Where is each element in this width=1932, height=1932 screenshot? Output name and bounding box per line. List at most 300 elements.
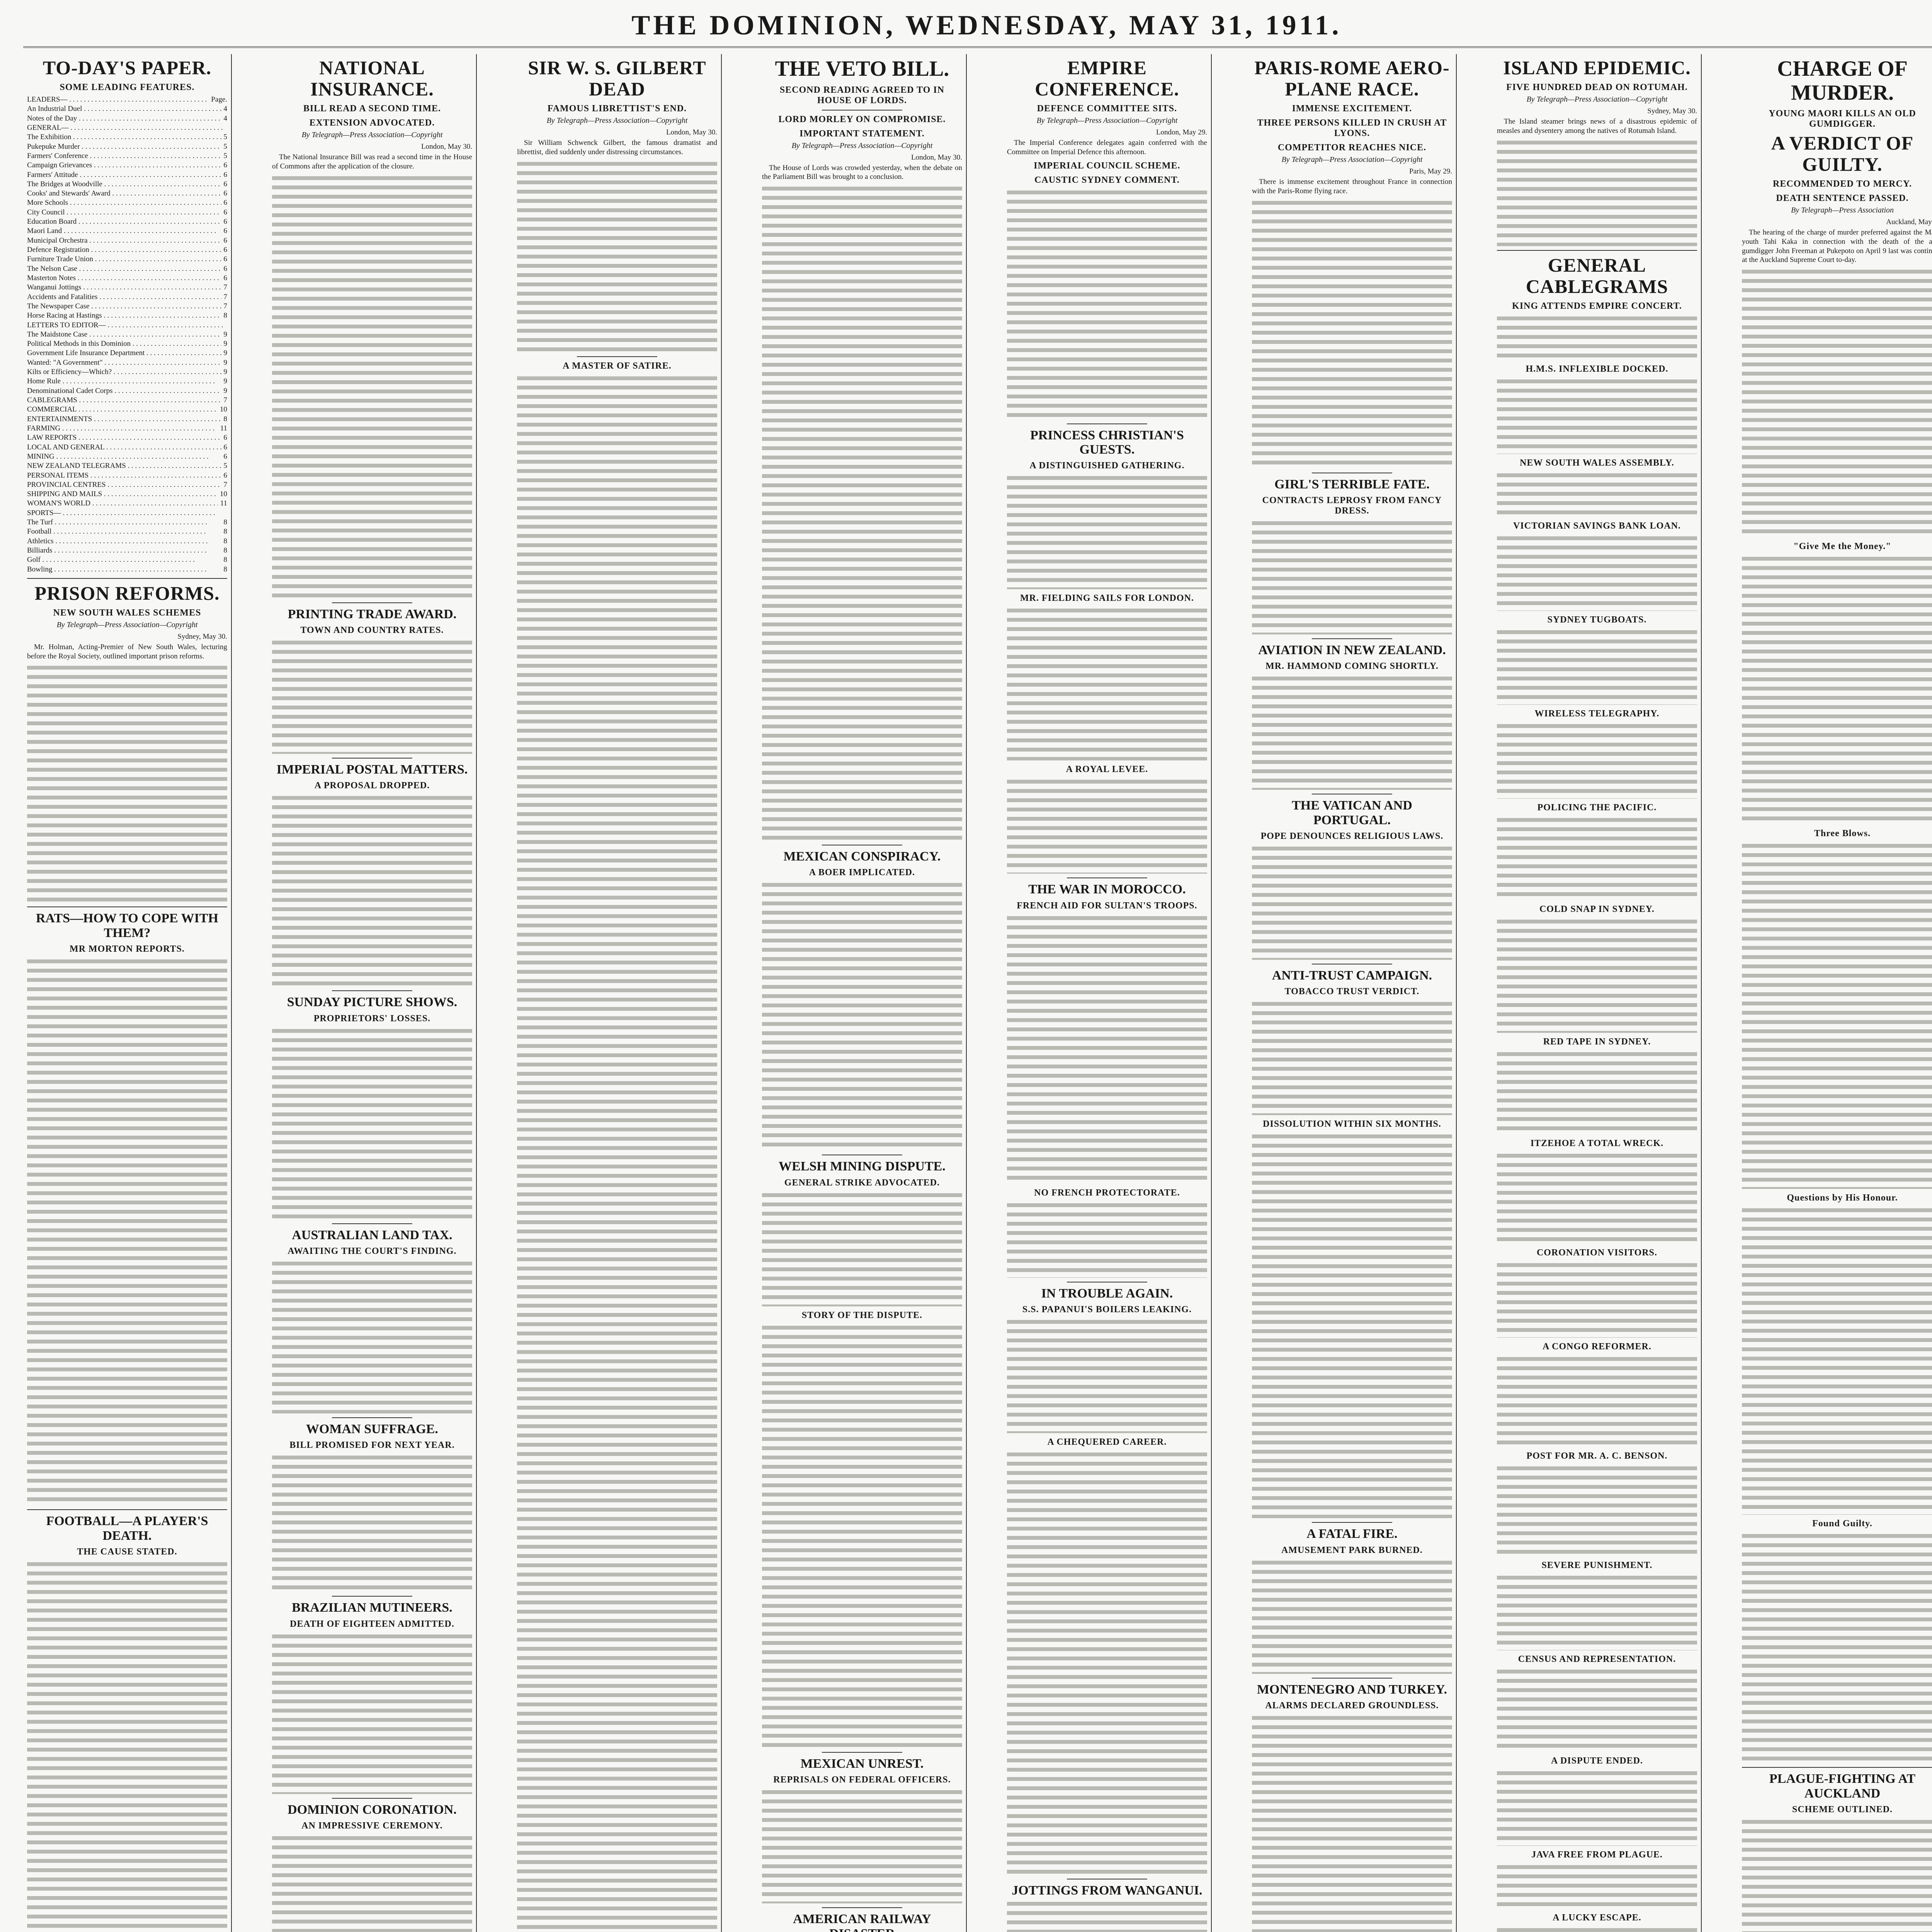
index-label: LETTERS TO EDITOR—	[27, 321, 225, 330]
text-line	[272, 1138, 472, 1147]
text-line	[517, 884, 717, 893]
text-line	[517, 187, 717, 196]
headline-prison-reforms: PRISON REFORMS.	[27, 583, 227, 604]
text-line	[272, 563, 472, 572]
text-line	[272, 1908, 472, 1917]
text-line	[272, 1259, 472, 1268]
text-line	[517, 1431, 717, 1440]
text-line	[517, 1292, 717, 1301]
text-line	[27, 1374, 227, 1383]
text-line	[517, 949, 717, 958]
divider	[332, 1223, 412, 1224]
text-line	[27, 876, 227, 886]
index-page: 8	[221, 527, 228, 536]
text-line	[272, 303, 472, 313]
text-line	[762, 648, 962, 657]
text-line	[272, 396, 472, 405]
text-line	[517, 670, 717, 680]
article-paragraph: The House of Lords was crowded yesterday, when the debate on the Parliament Bill was brought to a conclusion.	[762, 163, 962, 182]
text-line	[762, 323, 962, 332]
index-row	[27, 555, 227, 565]
text-line	[272, 294, 472, 303]
text-line	[272, 675, 472, 684]
text-line	[272, 858, 472, 867]
subhead: LORD MORLEY ON COMPROMISE.	[762, 114, 962, 125]
article-text-block	[272, 1632, 472, 1794]
index-page: 6	[221, 208, 228, 217]
text-line	[27, 1179, 227, 1189]
text-line	[27, 1791, 227, 1801]
text-line	[272, 1871, 472, 1880]
text-line	[272, 378, 472, 387]
text-line	[27, 1198, 227, 1207]
article-text-block	[517, 159, 717, 352]
text-line	[27, 1819, 227, 1828]
index-row	[27, 490, 227, 499]
text-line	[272, 526, 472, 535]
text-line	[272, 211, 472, 220]
text-line	[272, 1780, 472, 1789]
text-line	[272, 840, 472, 849]
text-line	[27, 1467, 227, 1476]
text-line	[517, 1078, 717, 1088]
index-row	[27, 293, 227, 302]
text-line	[27, 966, 227, 975]
text-line	[762, 314, 962, 323]
text-line	[517, 689, 717, 698]
text-line	[27, 1235, 227, 1244]
index-page: 9	[221, 386, 228, 396]
text-line	[517, 698, 717, 707]
text-line	[517, 735, 717, 745]
text-line	[27, 1068, 227, 1077]
text-line	[517, 568, 717, 578]
text-line	[517, 1635, 717, 1644]
index-label: NEW ZEALAND TELEGRAMS	[27, 461, 221, 471]
text-line	[272, 424, 472, 433]
article-paragraph: The National Insurance Bill was read a second time in the House of Commons after the application of the closure.	[272, 153, 472, 171]
index-label: CABLEGRAMS	[27, 396, 221, 405]
text-line	[517, 196, 717, 206]
text-line	[27, 867, 227, 876]
index-row	[27, 480, 227, 490]
text-line	[517, 1904, 717, 1913]
index-label: The Newspaper Case	[27, 302, 221, 311]
index-row	[27, 123, 227, 133]
byline: By Telegraph—Press Association—Copyright	[517, 116, 717, 125]
text-line	[272, 415, 472, 424]
text-line	[517, 605, 717, 615]
index-page: 6	[221, 433, 228, 442]
text-line	[517, 224, 717, 233]
text-line	[272, 1100, 472, 1110]
text-line	[272, 1771, 472, 1780]
text-line	[762, 193, 962, 202]
text-line	[517, 1551, 717, 1561]
newspaper-columns	[23, 54, 1932, 1932]
article-paragraph: Mr. Holman, Acting-Premier of New South Wales, lecturing before the Royal Society, outlined important prison reforms.	[27, 643, 227, 661]
text-line	[272, 969, 472, 979]
text-line	[272, 1499, 472, 1509]
index-row	[27, 367, 227, 377]
text-line	[517, 976, 717, 986]
dateline: London, May 30.	[272, 143, 472, 151]
article-text-block	[27, 663, 227, 903]
column-1	[23, 54, 232, 1932]
text-line	[762, 750, 962, 759]
index-label: LEADERS—	[27, 95, 209, 104]
text-line	[27, 1847, 227, 1856]
text-line	[272, 1889, 472, 1898]
text-line	[27, 1012, 227, 1022]
text-line	[517, 1626, 717, 1635]
index-row	[27, 358, 227, 367]
index-row	[27, 339, 227, 349]
text-line	[762, 332, 962, 342]
text-line	[517, 317, 717, 326]
text-line	[272, 1277, 472, 1287]
index-row	[27, 377, 227, 386]
text-line	[517, 1440, 717, 1449]
text-line	[762, 675, 962, 685]
index-label: COMMERCIAL	[27, 405, 218, 414]
text-line	[517, 289, 717, 298]
text-line	[272, 1296, 472, 1305]
index-page: 6	[221, 226, 228, 236]
text-line	[272, 749, 472, 754]
text-line	[517, 1329, 717, 1338]
index-row	[27, 349, 227, 358]
index-label: LOCAL AND GENERAL	[27, 443, 221, 452]
text-line	[517, 374, 717, 383]
text-line	[517, 1459, 717, 1468]
text-line	[517, 1746, 717, 1755]
text-line	[762, 397, 962, 406]
index-label: FARMING	[27, 424, 218, 433]
text-line	[762, 184, 962, 193]
text-line	[762, 277, 962, 286]
text-line	[762, 768, 962, 777]
text-line	[272, 812, 472, 821]
text-line	[272, 1202, 472, 1212]
text-line	[517, 893, 717, 902]
article-text-block	[272, 173, 472, 599]
index-page: 6	[221, 443, 228, 452]
text-line	[27, 1912, 227, 1921]
index-label: Bowling	[27, 565, 221, 574]
index-label: Golf	[27, 555, 221, 565]
text-line	[272, 340, 472, 350]
text-line	[27, 1569, 227, 1578]
index-page: 6	[221, 198, 228, 207]
text-line	[272, 712, 472, 721]
text-line	[272, 266, 472, 276]
text-line	[272, 248, 472, 257]
text-line	[27, 1662, 227, 1671]
text-line	[272, 923, 472, 932]
text-line	[517, 1273, 717, 1282]
text-line	[27, 994, 227, 1003]
index-page: 5	[221, 142, 228, 151]
subhead: PROPRIETORS' LOSSES.	[272, 1014, 472, 1024]
index-page: 6	[221, 236, 228, 245]
index-row	[27, 255, 227, 264]
text-line	[517, 1041, 717, 1051]
text-line	[517, 745, 717, 754]
text-line	[27, 1281, 227, 1291]
text-line	[272, 1706, 472, 1715]
text-line	[762, 444, 962, 453]
text-line	[517, 1783, 717, 1793]
index-label: City Council	[27, 208, 221, 217]
text-line	[272, 721, 472, 731]
text-line	[272, 591, 472, 599]
index-row	[27, 264, 227, 274]
index-page: 6	[221, 264, 228, 274]
text-line	[517, 958, 717, 967]
index-label: Home Rule	[27, 377, 221, 386]
dateline: London, May 30.	[517, 128, 717, 137]
text-line	[762, 777, 962, 787]
text-line	[27, 784, 227, 793]
index-label: Accidents and Fatalities	[27, 293, 221, 302]
text-line	[517, 1867, 717, 1876]
index-row	[27, 405, 227, 414]
text-line	[517, 1765, 717, 1774]
divider	[332, 758, 412, 759]
text-line	[517, 587, 717, 596]
text-line	[517, 578, 717, 587]
text-line	[27, 700, 227, 709]
text-line	[517, 531, 717, 541]
index-label: Education Board	[27, 217, 221, 226]
text-line	[517, 513, 717, 522]
text-line	[27, 1059, 227, 1068]
text-line	[517, 633, 717, 643]
index-row	[27, 161, 227, 170]
article-text-block	[27, 1560, 227, 1932]
text-line	[27, 1856, 227, 1866]
index-page: 11	[218, 499, 227, 508]
text-line	[272, 1555, 472, 1564]
subhead: DEATH OF EIGHTEEN ADMITTED.	[272, 1619, 472, 1629]
text-line	[272, 517, 472, 526]
text-line	[27, 1291, 227, 1300]
subhead-prison: NEW SOUTH WALES SCHEMES	[27, 608, 227, 618]
text-line	[27, 1921, 227, 1930]
text-line	[272, 1110, 472, 1119]
text-line	[517, 1533, 717, 1542]
text-line	[762, 592, 962, 601]
index-row	[27, 311, 227, 320]
text-line	[272, 1184, 472, 1193]
index-page: 8	[221, 311, 228, 320]
text-line	[272, 1687, 472, 1697]
text-line	[272, 905, 472, 914]
text-line	[762, 351, 962, 360]
index-row	[27, 565, 227, 574]
text-line	[272, 1073, 472, 1082]
text-line	[762, 694, 962, 703]
text-line	[272, 1462, 472, 1471]
index-label: SHIPPING AND MAILS	[27, 490, 218, 499]
text-line	[272, 1917, 472, 1926]
text-line	[517, 1171, 717, 1180]
text-line	[27, 1355, 227, 1365]
text-line	[517, 1357, 717, 1366]
index-page	[225, 509, 227, 518]
text-line	[27, 774, 227, 784]
index-page	[225, 321, 227, 330]
text-line	[27, 1189, 227, 1198]
text-line	[272, 647, 472, 656]
text-line	[517, 707, 717, 717]
headline-sunday-pictures: SUNDAY PICTURE SHOWS.	[272, 995, 472, 1009]
text-line	[272, 1843, 472, 1852]
text-line	[517, 1681, 717, 1690]
text-line	[517, 1598, 717, 1607]
text-line	[762, 666, 962, 675]
index-label: Notes of the Day	[27, 114, 221, 123]
text-line	[27, 1430, 227, 1439]
index-page: 6	[221, 170, 228, 180]
index-row	[27, 170, 227, 180]
text-line	[517, 1857, 717, 1867]
text-line	[27, 1096, 227, 1105]
text-line	[517, 233, 717, 243]
divider	[332, 1417, 412, 1418]
text-line	[27, 1726, 227, 1736]
text-line	[517, 596, 717, 605]
text-line	[272, 1407, 472, 1413]
text-line	[272, 461, 472, 470]
text-line	[517, 1830, 717, 1839]
text-line	[272, 1518, 472, 1527]
index-page: 10	[218, 405, 227, 414]
byline: By Telegraph—Press Association—Copyright	[272, 131, 472, 139]
byline: By Telegraph—Press Association—Copyright	[27, 621, 227, 629]
text-line	[27, 793, 227, 802]
text-line	[517, 1820, 717, 1830]
text-line	[27, 1930, 227, 1932]
subhead: SECOND READING AGREED TO IN HOUSE OF LORDS.	[762, 85, 962, 106]
index-label: GENERAL—	[27, 123, 225, 133]
subhead: BILL READ A SECOND TIME.	[272, 104, 472, 114]
text-line	[517, 1895, 717, 1904]
text-line	[762, 518, 962, 527]
text-line	[272, 867, 472, 877]
index-row	[27, 546, 227, 555]
text-line	[517, 1700, 717, 1709]
article-paragraph: Sir William Schwenck Gilbert, the famous dramatist and librettist, died suddenly under distressing circumstances.	[517, 138, 717, 157]
text-line	[517, 420, 717, 429]
text-line	[27, 1272, 227, 1281]
text-line	[517, 810, 717, 819]
text-line	[762, 425, 962, 434]
text-line	[272, 433, 472, 442]
text-line	[762, 286, 962, 295]
text-line	[762, 360, 962, 369]
text-line	[517, 1088, 717, 1097]
index-label: The Nelson Case	[27, 264, 221, 274]
text-line	[27, 802, 227, 811]
text-line	[272, 1128, 472, 1138]
text-line	[272, 1165, 472, 1175]
text-line	[517, 280, 717, 289]
text-line	[762, 240, 962, 249]
text-line	[517, 1653, 717, 1663]
text-line	[272, 1490, 472, 1499]
text-line	[517, 967, 717, 976]
text-line	[272, 1315, 472, 1324]
text-line	[27, 1615, 227, 1624]
text-line	[517, 726, 717, 735]
text-line	[517, 1524, 717, 1533]
text-line	[517, 457, 717, 466]
text-line	[517, 1134, 717, 1143]
text-line	[27, 975, 227, 985]
text-line	[272, 498, 472, 507]
text-line	[27, 1207, 227, 1216]
text-line	[27, 1495, 227, 1504]
text-line	[517, 763, 717, 772]
text-line	[517, 1477, 717, 1486]
text-line	[272, 656, 472, 666]
text-line	[762, 379, 962, 388]
text-line	[27, 1476, 227, 1485]
text-line	[517, 261, 717, 270]
text-line	[272, 886, 472, 895]
text-line	[27, 1022, 227, 1031]
text-line	[272, 703, 472, 712]
masthead-title: THE DOMINION, WEDNESDAY, MAY 31, 1911.	[631, 9, 1342, 41]
text-line	[762, 471, 962, 481]
text-line	[27, 1699, 227, 1708]
text-line	[27, 1634, 227, 1643]
text-line	[517, 1885, 717, 1895]
text-line	[517, 939, 717, 949]
text-line	[272, 285, 472, 294]
text-line	[272, 740, 472, 749]
text-line	[27, 1161, 227, 1170]
text-line	[762, 258, 962, 267]
text-line	[517, 800, 717, 810]
text-line	[517, 1218, 717, 1227]
text-line	[272, 1036, 472, 1045]
index-label: Football	[27, 527, 221, 536]
text-line	[27, 1114, 227, 1124]
index-page: 7	[221, 293, 228, 302]
divider	[332, 1798, 412, 1799]
text-line	[517, 541, 717, 550]
text-line	[762, 564, 962, 573]
text-line	[517, 754, 717, 763]
text-line	[517, 1728, 717, 1737]
text-line	[272, 201, 472, 211]
text-line	[517, 1709, 717, 1718]
text-line	[517, 1570, 717, 1579]
headline-land-tax: AUSTRALIAN LAND TAX.	[272, 1228, 472, 1242]
index-page: 11	[218, 424, 227, 433]
text-line	[27, 1049, 227, 1059]
headline-veto-bill: THE VETO BILL.	[762, 57, 962, 81]
text-line	[272, 1678, 472, 1687]
text-line	[517, 791, 717, 800]
text-line	[762, 536, 962, 546]
text-line	[272, 1063, 472, 1073]
text-line	[762, 787, 962, 796]
text-line	[27, 1801, 227, 1810]
